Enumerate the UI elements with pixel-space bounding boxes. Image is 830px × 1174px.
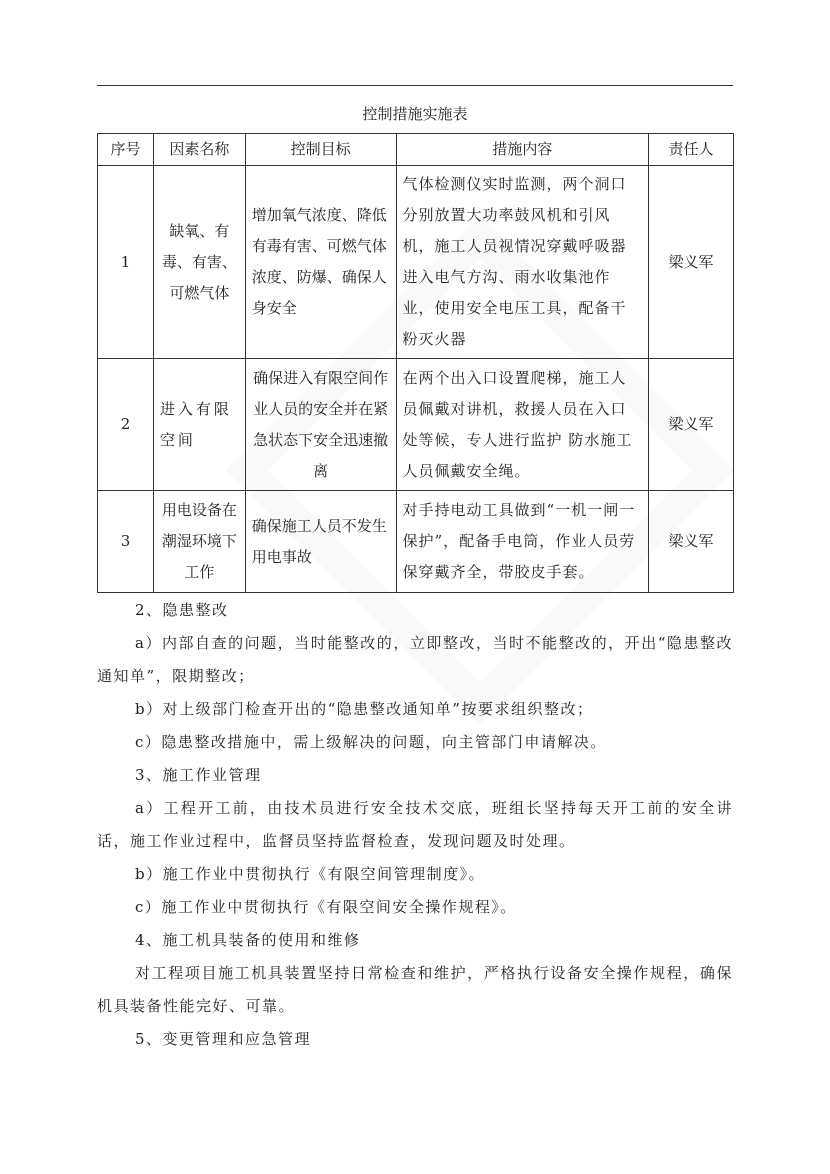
- control-measures-table: [97, 133, 734, 593]
- header-cell: 因素名称: [153, 134, 245, 166]
- cell-goal: 确保施工人员不发生用电事故: [245, 491, 396, 593]
- section-heading: 2、隐患整改: [135, 601, 229, 619]
- cell-index: 1: [98, 166, 154, 359]
- table-row: [98, 359, 734, 491]
- cell-owner: 梁义军: [649, 491, 734, 593]
- section-heading: 4、施工机具装备的使用和维修: [135, 931, 361, 949]
- cell-goal: 增加氧气浓度、降低有毒有害、可燃气体浓度、防爆、确保人身安全: [245, 166, 396, 359]
- cell-index: 2: [98, 359, 154, 491]
- section-heading: 5、变更管理和应急管理: [135, 1030, 312, 1048]
- cell-goal: 确保进入有限空间作业人员的安全并在紧急状态下安全迅速撤离: [245, 359, 396, 491]
- cell-factor: 进入有限空间: [153, 359, 245, 491]
- cell-index: 3: [98, 491, 154, 593]
- cell-factor: 用电设备在潮湿环境下工作: [153, 491, 245, 593]
- paragraph: c）施工作业中贯彻执行《有限空间安全操作规程》。: [135, 898, 517, 916]
- paragraph: b）对上级部门检查开出的“隐患整改通知单”按要求组织整改；: [135, 700, 594, 718]
- paragraph: b）施工作业中贯彻执行《有限空间管理制度》。: [135, 865, 486, 883]
- cell-measures: 对手持电动工具做到“一机一闸一保护”，配备手电筒，作业人员劳保穿戴齐全，带胶皮手套。: [396, 491, 649, 593]
- table-title: 控制措施实施表: [362, 105, 468, 123]
- section-heading: 3、施工作业管理: [135, 766, 262, 784]
- paragraph: a）内部自查的问题，当时能整改的，立即整改，当时不能整改的，开出“隐患整改通知单”，限期整改；: [97, 634, 733, 685]
- table-row: [98, 491, 734, 593]
- paragraph: 对工程项目施工机具装置坚持日常检查和维护，严格执行设备安全操作规程，确保机具装备性能完好、可靠。: [97, 964, 733, 1015]
- body-text: [97, 594, 733, 1056]
- header-cell: 责任人: [649, 134, 734, 166]
- cell-owner: 梁义军: [649, 166, 734, 359]
- header-cell: 序号: [98, 134, 154, 166]
- table-header-row: [98, 134, 734, 166]
- header-rule: [97, 85, 733, 86]
- cell-measures: 在两个出入口设置爬梯，施工人员佩戴对讲机，救援人员在入口处等候，专人进行监护 防水施工人员佩戴安全绳。: [396, 359, 649, 491]
- cell-owner: 梁义军: [649, 359, 734, 491]
- cell-measures: 气体检测仪实时监测，两个洞口分别放置大功率鼓风机和引风机，施工人员视情况穿戴呼吸器进入电气方沟、雨水收集池作业，使用安全电压工具，配备干粉灭火器: [396, 166, 649, 359]
- paragraph: c）隐患整改措施中，需上级解决的问题，向主管部门申请解决。: [135, 733, 607, 751]
- cell-factor: 缺氧、有毒、有害、可燃气体: [153, 166, 245, 359]
- table-row: [98, 166, 734, 359]
- header-cell: 控制目标: [245, 134, 396, 166]
- header-cell: 措施内容: [396, 134, 649, 166]
- paragraph: a）工程开工前，由技术员进行安全技术交底，班组长坚持每天开工前的安全讲话，施工作业过程中，监督员坚持监督检查，发现问题及时处理。: [97, 799, 733, 850]
